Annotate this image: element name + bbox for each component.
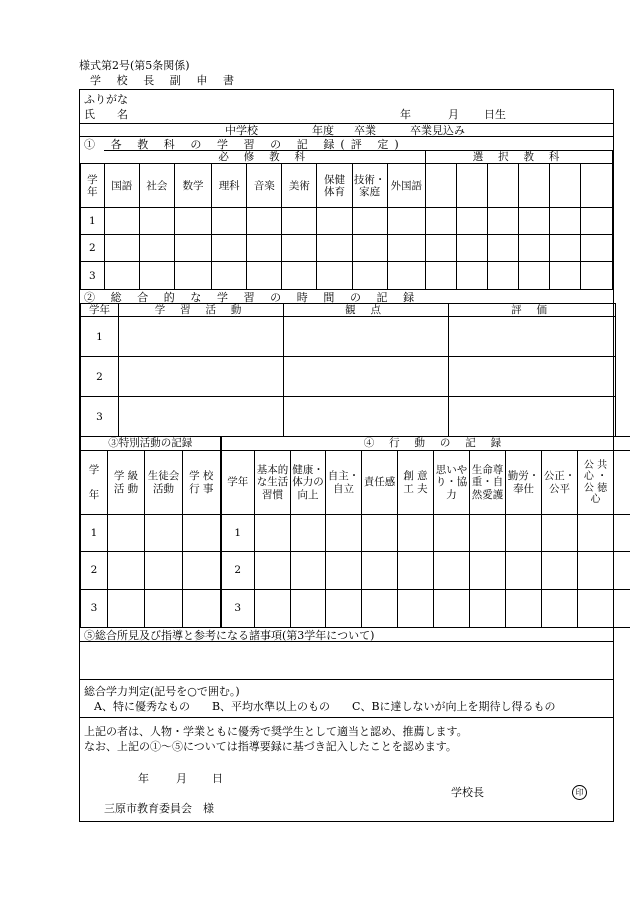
year-label: 年度 — [312, 124, 334, 137]
behavior-respect-life: 生命尊 重・自 然愛護 — [470, 451, 506, 515]
special-grade-header: 学 年 — [81, 451, 108, 515]
behavior-service: 勤労・ 奉仕 — [506, 451, 542, 515]
form-number: 様式第2号(第5条関係) — [79, 59, 190, 72]
section5-header — [80, 627, 613, 642]
date-month-label: 月 — [176, 772, 187, 785]
col-grade: 学年 — [81, 304, 119, 317]
grade-header: 学 年 — [81, 164, 105, 208]
integrated-study-table — [80, 303, 613, 437]
recommendation-line-2: なお、上記の①～⑤については指導要録に基づき記入したことを認めます。 — [84, 740, 457, 753]
subject-grades-table — [80, 150, 613, 290]
required-subjects-header: 必 修 教 科 — [104, 151, 425, 164]
subject-art: 美術 — [282, 164, 317, 208]
section5-title: ⑤総合所見及び指導と参考になる諸事項(第3学年について) — [84, 629, 375, 642]
subject-math: 数学 — [174, 164, 211, 208]
behavior-independence: 自主・ 自立 — [326, 451, 362, 515]
subject-music: 音楽 — [247, 164, 282, 208]
form-title: 学 校 長 副 申 書 — [90, 74, 241, 87]
date-year-label: 年 — [138, 772, 149, 785]
recommendation-line-1: 上記の者は、人物・学業ともに優秀で奨学生として適当と認め、推薦します。 — [84, 725, 468, 738]
section1-header — [80, 136, 613, 151]
col-activity: 学 習 活 動 — [119, 304, 284, 317]
name-label: 氏 名 — [84, 108, 128, 121]
study-grade-1: 1 — [81, 317, 119, 357]
behavior-creativity: 創 意 工 夫 — [398, 451, 434, 515]
birth-month-label: 月 — [448, 108, 459, 121]
section2-title: ② 総 合 的 な 学 習 の 時 間 の 記 録 — [84, 291, 421, 304]
school-label: 中学校 — [225, 124, 258, 137]
grade-row-2: 2 — [81, 235, 105, 262]
application-sheet — [79, 89, 614, 822]
special-grade-3: 3 — [81, 590, 108, 628]
subject-pe: 保健 体育 — [317, 164, 352, 208]
behavior-grade-2: 2 — [221, 552, 255, 590]
behavior-responsibility: 責任感 — [362, 451, 398, 515]
behavior-health: 健康・ 体力の 向上 — [291, 451, 326, 515]
behavior-public-spirit: 公 共 心 ・ 公 徳 心 — [578, 451, 614, 515]
subject-science: 理科 — [212, 164, 247, 208]
achievement-options: A、特に優秀なもの B、平均水準以上のもの C、Bに達しないが向上を期待し得るもの — [94, 700, 556, 713]
grade-row-1: 1 — [81, 208, 105, 235]
subject-social: 社会 — [139, 164, 174, 208]
addressee: 三原市教育委員会 様 — [104, 802, 214, 815]
behavior-grade-header: 学年 — [221, 451, 255, 515]
birth-day-label: 日生 — [484, 108, 506, 121]
behavior-grade-1: 1 — [221, 515, 255, 552]
expected-graduate-label: 卒業見込み — [410, 124, 465, 137]
elective-subjects-header: 選 択 教 科 — [425, 151, 612, 164]
subject-tech-home: 技術・ 家庭 — [352, 164, 387, 208]
student-info — [80, 90, 613, 123]
seal-icon: 印 — [572, 785, 587, 800]
section5-body — [80, 641, 613, 680]
school-event-header: 学 校 行 事 — [183, 451, 221, 515]
birth-year-label: 年 — [400, 108, 411, 121]
special-grade-1: 1 — [81, 515, 108, 552]
subject-japanese: 国語 — [104, 164, 139, 208]
section1-title: ① 各 教 科 の 学 習 の 記 録(評 定) — [84, 138, 405, 151]
section3-title: ③特別活動の記録 — [81, 437, 221, 451]
school-row — [80, 123, 613, 137]
subject-foreign-language: 外国語 — [387, 164, 425, 208]
principal-label: 学校長 — [451, 786, 484, 799]
section4-title: ④ 行 動 の 記 録 — [221, 437, 630, 451]
class-activity-header: 学 級 活 動 — [108, 451, 145, 515]
col-evaluation: 評 価 — [449, 304, 616, 317]
behavior-basic-habits: 基本的 な生活 習慣 — [255, 451, 291, 515]
section2-header — [80, 289, 613, 304]
date-day-label: 日 — [212, 772, 223, 785]
col-viewpoint: 観 点 — [284, 304, 449, 317]
graduate-label: 卒業 — [354, 124, 376, 137]
behavior-fairness: 公正・ 公平 — [542, 451, 578, 515]
grade-row-3: 3 — [81, 262, 105, 290]
special-grade-2: 2 — [81, 552, 108, 590]
recommendation-section — [80, 717, 613, 822]
behavior-cooperation: 思いや り・協 力 — [434, 451, 470, 515]
study-grade-2: 2 — [81, 357, 119, 397]
furigana-label: ふりがな — [84, 93, 128, 106]
special-activities-and-behavior — [80, 436, 613, 628]
study-grade-3: 3 — [81, 397, 119, 437]
student-council-header: 生徒会 活動 — [145, 451, 183, 515]
achievement-title: 総合学力判定(記号を○で囲む。) — [84, 685, 240, 698]
behavior-grade-3: 3 — [221, 590, 255, 628]
achievement-section — [80, 679, 613, 718]
